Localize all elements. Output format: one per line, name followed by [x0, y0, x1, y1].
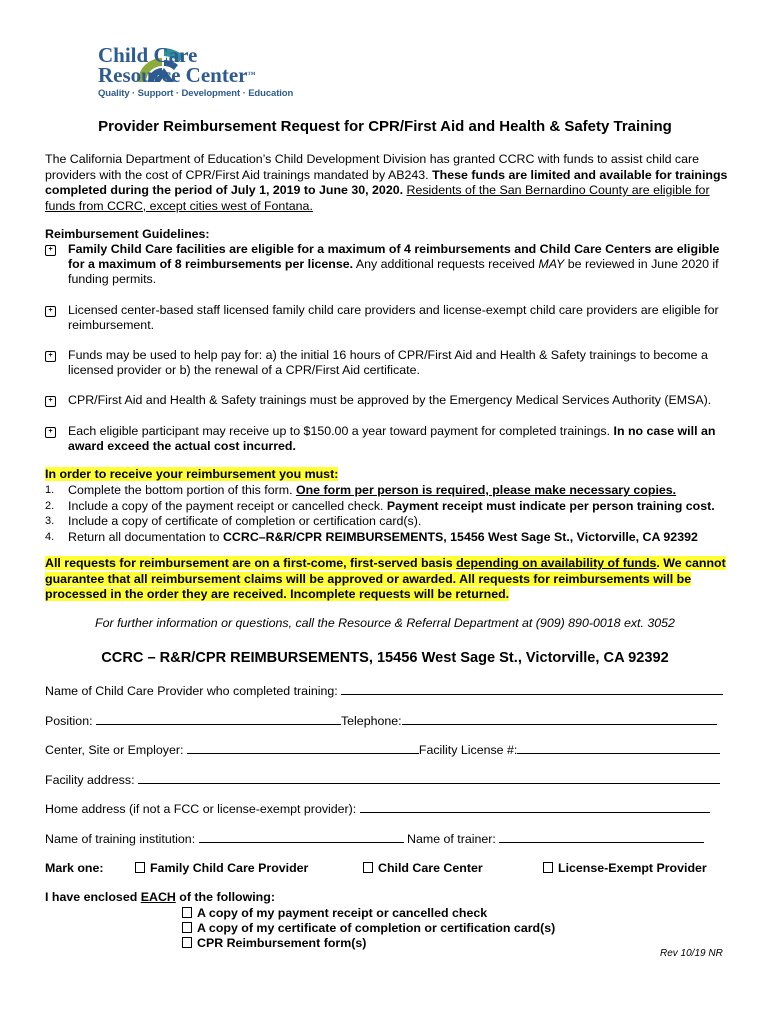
- bullet-icon: +: [45, 245, 56, 256]
- list-item: 2. Include a copy of the payment receipt or cancelled check. Payment receipt must indicate per person training cost.: [45, 498, 715, 513]
- list-item: + Each eligible participant may receive up to $150.00 a year toward payment for completed trainings. In no case will an award exceed the actual cost incurred.: [45, 424, 730, 454]
- checkbox-icon[interactable]: [363, 862, 373, 873]
- home-address-field[interactable]: [360, 800, 710, 813]
- steps-heading: In order to receive your reimbursement you must:: [45, 467, 339, 481]
- intro-paragraph: The California Department of Education’s Child Development Division has granted CCRC with funds to assist child care providers with the cost of CPR/First Aid trainings mandated by AB243. These funds are limited and available for trainings completed during the period of July 1, 2019 to June 30, 2020. Residents of the San Bernardino County are eligible for funds from CCRC, except cities west of Fontana.: [45, 152, 728, 213]
- guidelines-heading: Reimbursement Guidelines:: [45, 227, 210, 241]
- provider-name-row: Name of Child Care Provider who completed training:: [45, 682, 730, 699]
- checkbox-icon[interactable]: [182, 922, 192, 933]
- revision-note: Rev 10/19 NR: [660, 948, 723, 959]
- option-child-care-center[interactable]: Child Care Center: [363, 860, 483, 876]
- training-row: Name of training institution: Name of trainer:: [45, 830, 730, 847]
- enclosed-item-form[interactable]: CPR Reimbursement form(s): [182, 935, 770, 951]
- facility-license-field[interactable]: [517, 741, 720, 754]
- option-license-exempt[interactable]: License-Exempt Provider: [543, 860, 707, 876]
- logo-line1: Child Care: [98, 43, 198, 67]
- list-item: + CPR/First Aid and Health & Safety trainings must be approved by the Emergency Medical Services Authority (EMSA).: [45, 393, 730, 408]
- guidelines-list: [45, 242, 730, 454]
- steps-list: [45, 483, 730, 545]
- list-item: + Family Child Care facilities are eligible for a maximum of 4 reimbursements and Child Care Centers are eligible for a maximum of 8 reimbursements per license. Any additional requests received MAY be reviewed in June 2020 if funding permits.: [45, 242, 730, 288]
- mark-one-row: Mark one: Family Child Care Provider Child Care Center License-Exempt Provider: [45, 861, 707, 875]
- form-heading: CCRC – R&R/CPR REIMBURSEMENTS, 15456 West Sage St., Victorville, CA 92392: [101, 650, 669, 666]
- info-line: For further information or questions, call the Resource & Referral Department at (909) 890-0018 ext. 3052: [95, 616, 675, 630]
- notice-paragraph: All requests for reimbursement are on a first-come, first-served basis depending on availability of funds. We cannot guarantee that all reimbursement claims will be approved or awarded. All requests for reimbursements will be processed in the order they are received. Incomplete requests will be returned.: [45, 556, 726, 601]
- telephone-field[interactable]: [402, 712, 717, 725]
- bullet-icon: +: [45, 351, 56, 362]
- position-row: Position: Telephone:: [45, 712, 730, 729]
- employer-field[interactable]: [187, 741, 419, 754]
- list-item: + Funds may be used to help pay for: a) the initial 16 hours of CPR/First Aid and Health & Safety trainings to become a licensed provider or b) the renewal of a CPR/First Aid certificate.: [45, 348, 730, 378]
- logo-line2: Resource Center™: [98, 63, 256, 87]
- page-title: Provider Reimbursement Request for CPR/First Aid and Health & Safety Training: [98, 118, 672, 135]
- enclosed-heading: I have enclosed EACH of the following:: [45, 890, 275, 904]
- institution-field[interactable]: [199, 830, 404, 843]
- checkbox-icon[interactable]: [182, 907, 192, 918]
- list-item: + Licensed center-based staff licensed family child care providers and license-exempt child care providers are eligible for reimbursement.: [45, 303, 730, 333]
- checkbox-icon[interactable]: [182, 937, 192, 948]
- checkbox-icon[interactable]: [135, 862, 145, 873]
- logo-tagline: Quality · Support · Development · Education: [98, 88, 294, 99]
- bullet-icon: +: [45, 396, 56, 407]
- enclosed-item-certificate[interactable]: A copy of my certificate of completion or certification card(s): [182, 920, 770, 936]
- list-item: 3. Include a copy of certificate of completion or certification card(s).: [45, 514, 422, 528]
- facility-address-row: Facility address:: [45, 771, 730, 788]
- center-row: Center, Site or Employer: Facility License #:: [45, 741, 730, 758]
- list-item: 1. Complete the bottom portion of this form. One form per person is required, please make necessary copies.: [45, 483, 677, 497]
- list-item: 4. Return all documentation to CCRC–R&R/CPR REIMBURSEMENTS, 15456 West Sage St., Victorville, CA 92392: [45, 529, 698, 544]
- bullet-icon: +: [45, 306, 56, 317]
- option-family-child-care[interactable]: Family Child Care Provider: [135, 860, 308, 876]
- checkbox-icon[interactable]: [543, 862, 553, 873]
- home-address-row: Home address (if not a FCC or license-exempt provider):: [45, 800, 730, 817]
- enclosed-item-receipt[interactable]: A copy of my payment receipt or cancelled check: [182, 905, 770, 921]
- trainer-field[interactable]: [499, 830, 704, 843]
- provider-name-field[interactable]: [341, 682, 723, 695]
- position-field[interactable]: [96, 712, 341, 725]
- bullet-icon: +: [45, 427, 56, 438]
- facility-address-field[interactable]: [138, 771, 720, 784]
